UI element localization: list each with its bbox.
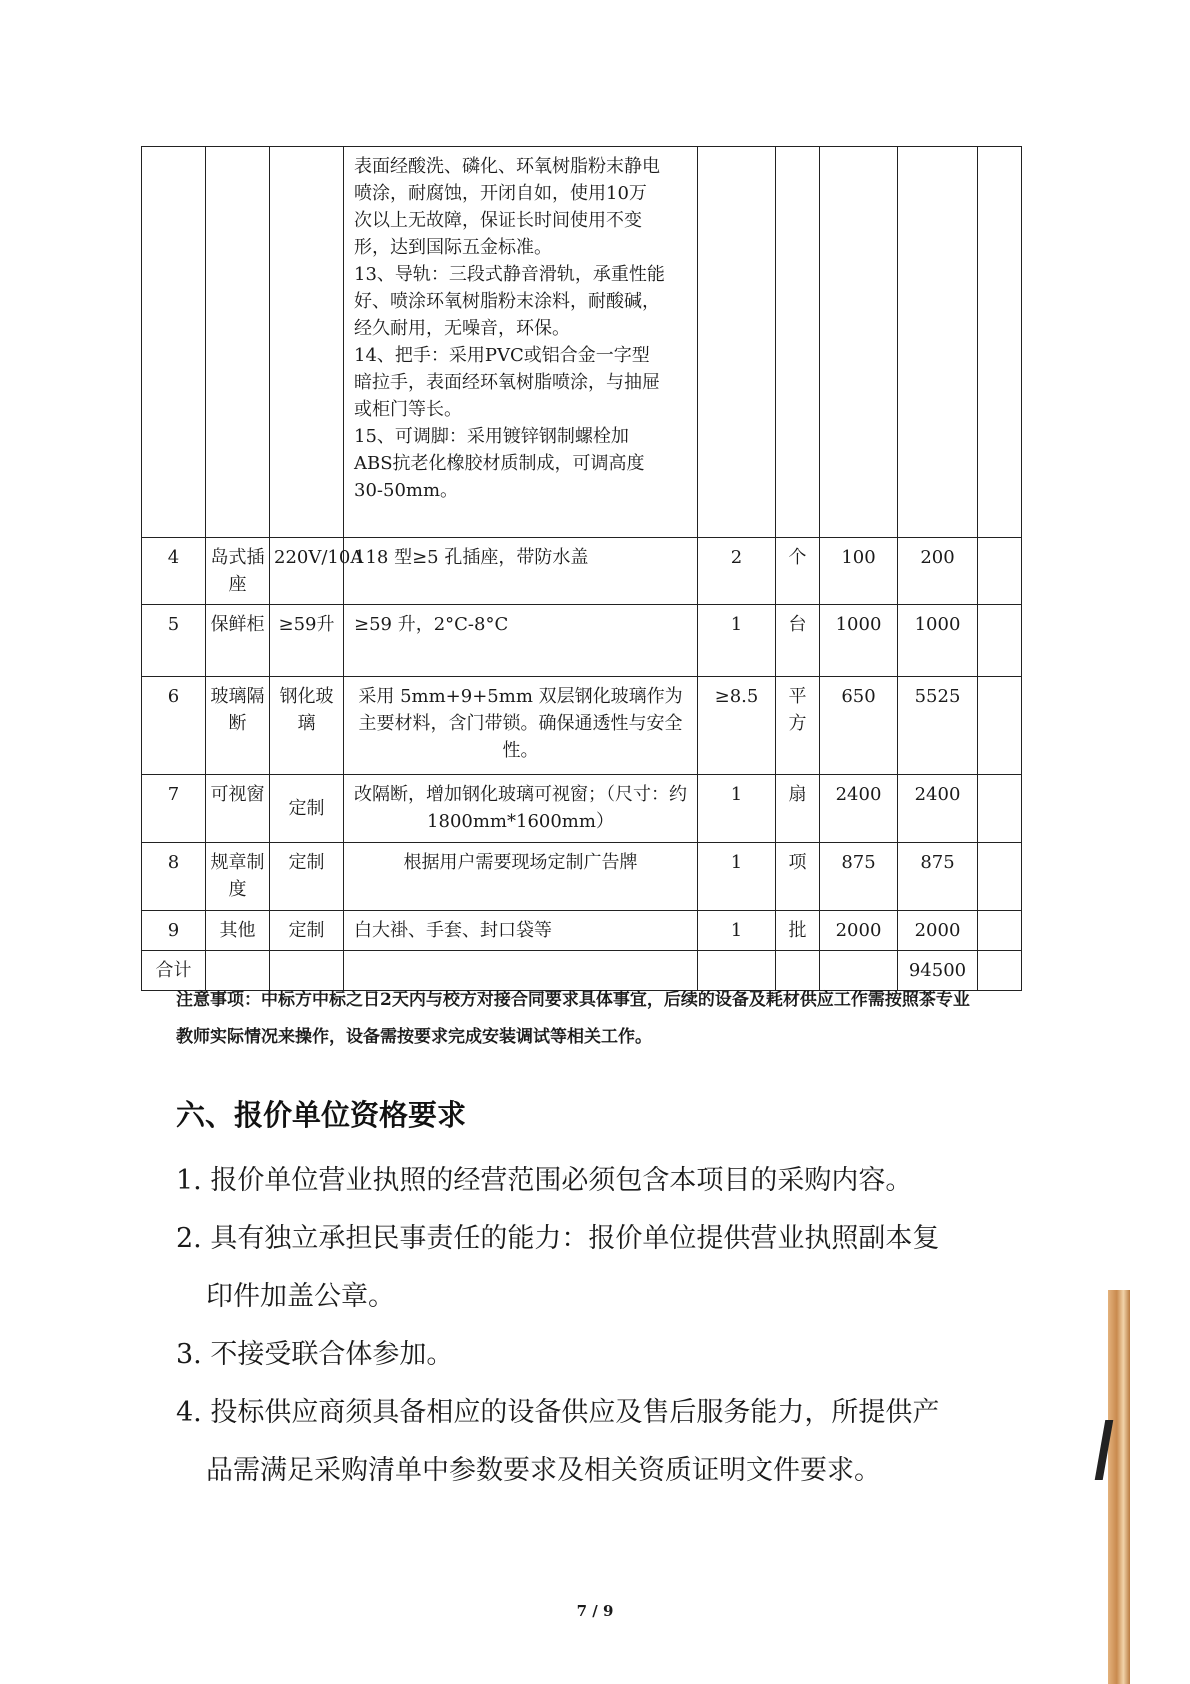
desc-line: 形，达到国际五金标准。 xyxy=(354,237,552,258)
cell-extra xyxy=(978,775,1022,843)
cell-spec: 钢化玻璃 xyxy=(270,677,344,775)
cell-price: 2400 xyxy=(820,775,898,843)
cell-price: 100 xyxy=(820,538,898,605)
cell-spec xyxy=(270,147,344,538)
cell-no xyxy=(142,147,206,538)
cell-name: 玻璃隔断 xyxy=(206,677,270,775)
cell-qty xyxy=(698,147,776,538)
cell-total: 875 xyxy=(898,843,978,911)
desc-line: 30-50mm。 xyxy=(354,480,459,501)
cell-name: 保鲜柜 xyxy=(206,605,270,677)
cell-unit: 批 xyxy=(776,911,820,951)
cell-extra xyxy=(978,147,1022,538)
desc-line: 15、可调脚：采用镀锌钢制螺栓加 xyxy=(354,426,629,447)
cell-name: 可视窗 xyxy=(206,775,270,843)
table-row-continued xyxy=(142,147,1022,538)
requirement-text: 3. 不接受联合体参加。 xyxy=(176,1339,454,1370)
cell-description: 改隔断，增加钢化玻璃可视窗；（尺寸：约 1800mm*1600mm） xyxy=(344,775,698,843)
cell-description: ≥59 升，2°C-8°C xyxy=(344,605,698,677)
cell-no: 7 xyxy=(142,775,206,843)
requirement-item xyxy=(176,1384,976,1500)
cell-extra xyxy=(978,911,1022,951)
desc-line: 次以上无故障，保证长时间使用不变 xyxy=(354,210,642,231)
desc-line: 13、导轨：三段式静音滑轨，承重性能 xyxy=(354,264,665,285)
requirement-text: 4. 投标供应商须具备相应的设备供应及售后服务能力，所提供产 xyxy=(176,1397,940,1428)
cell-no: 6 xyxy=(142,677,206,775)
cell-spec: 定制 xyxy=(270,843,344,911)
cell-total: 2400 xyxy=(898,775,978,843)
cell-qty: 1 xyxy=(698,911,776,951)
cell-price: 875 xyxy=(820,843,898,911)
cell-price: 2000 xyxy=(820,911,898,951)
cell-no: 4 xyxy=(142,538,206,605)
cell-extra xyxy=(978,843,1022,911)
requirement-item xyxy=(176,1152,976,1210)
table-row xyxy=(142,775,1022,843)
cell-price: 650 xyxy=(820,677,898,775)
cell-description xyxy=(344,147,698,538)
cell-qty: 1 xyxy=(698,843,776,911)
section-title: 六、报价单位资格要求 xyxy=(176,1098,467,1132)
page-number: 7 / 9 xyxy=(576,1602,614,1620)
cell-extra xyxy=(978,605,1022,677)
cell-total xyxy=(898,147,978,538)
desc-line: 经久耐用，无噪音，环保。 xyxy=(354,318,570,339)
desc-line: 14、把手：采用PVC或铝合金一字型 xyxy=(354,345,650,366)
cell-description: 白大褂、手套、封口袋等 xyxy=(344,911,698,951)
requirement-text-cont: 印件加盖公章。 xyxy=(206,1281,395,1312)
cell-extra xyxy=(978,951,1022,991)
cell-qty: 1 xyxy=(698,775,776,843)
requirement-text: 2. 具有独立承担民事责任的能力：报价单位提供营业执照副本复 xyxy=(176,1223,940,1254)
cell-price xyxy=(820,147,898,538)
cell-unit: 台 xyxy=(776,605,820,677)
cell-spec: ≥59升 xyxy=(270,605,344,677)
cell-qty: 2 xyxy=(698,538,776,605)
desc-line: 喷涂，耐腐蚀，开闭自如，使用10万 xyxy=(354,183,647,204)
cell-no: 5 xyxy=(142,605,206,677)
cell-unit: 扇 xyxy=(776,775,820,843)
cell-name: 其他 xyxy=(206,911,270,951)
cell-extra xyxy=(978,677,1022,775)
requirement-text-cont: 品需满足采购清单中参数要求及相关资质证明文件要求。 xyxy=(206,1455,881,1486)
requirement-item xyxy=(176,1326,976,1384)
cell-unit xyxy=(776,147,820,538)
table-row xyxy=(142,538,1022,605)
total-label: 合计 xyxy=(142,951,206,991)
cell-no: 9 xyxy=(142,911,206,951)
table-row xyxy=(142,843,1022,911)
table-row xyxy=(142,677,1022,775)
cell-total: 2000 xyxy=(898,911,978,951)
desc-line: 暗拉手，表面经环氧树脂喷涂，与抽屉 xyxy=(354,372,660,393)
cell-extra xyxy=(978,538,1022,605)
cell-name: 规章制度 xyxy=(206,843,270,911)
cell-qty: ≥8.5 xyxy=(698,677,776,775)
table-row xyxy=(142,911,1022,951)
cell-unit: 个 xyxy=(776,538,820,605)
cell-unit: 项 xyxy=(776,843,820,911)
cell-description: 根据用户需要现场定制广告牌 xyxy=(344,843,698,911)
cell-price: 1000 xyxy=(820,605,898,677)
desc-line: 或柜门等长。 xyxy=(354,399,462,420)
cell-qty: 1 xyxy=(698,605,776,677)
cell-name: 岛式插座 xyxy=(206,538,270,605)
cell-spec: 220V/10A xyxy=(270,538,344,605)
requirement-text: 1. 报价单位营业执照的经营范围必须包含本项目的采购内容。 xyxy=(176,1165,913,1196)
procurement-table xyxy=(141,146,1022,991)
scan-edge-strip xyxy=(1108,1290,1130,1684)
cell-name xyxy=(206,147,270,538)
cell-spec: 定制 xyxy=(270,775,344,843)
cell-no: 8 xyxy=(142,843,206,911)
cell-total: 1000 xyxy=(898,605,978,677)
cell-description: 采用 5mm+9+5mm 双层钢化玻璃作为主要材料，含门带锁。确保通透性与安全性。 xyxy=(344,677,698,775)
desc-line: 好、喷涂环氧树脂粉末涂料，耐酸碱， xyxy=(354,291,660,312)
table-row xyxy=(142,605,1022,677)
cell-unit: 平方 xyxy=(776,677,820,775)
cell-total: 200 xyxy=(898,538,978,605)
requirement-item xyxy=(176,1210,976,1326)
cell-total: 5525 xyxy=(898,677,978,775)
desc-line: ABS抗老化橡胶材质制成，可调高度 xyxy=(354,453,645,474)
cell-spec: 定制 xyxy=(270,911,344,951)
grand-total: 94500 xyxy=(898,951,978,991)
desc-line: 表面经酸洗、磷化、环氧树脂粉末静电 xyxy=(354,156,660,177)
notice-text: 注意事项：中标方中标之日2天内与校方对接合同要求具体事宜，后续的设备及耗材供应工作需按照茶专业教师实际情况来操作，设备需按要求完成安装调试等相关工作。 xyxy=(176,990,970,1047)
cell-description: 118 型≥5 孔插座，带防水盖 xyxy=(344,538,698,605)
